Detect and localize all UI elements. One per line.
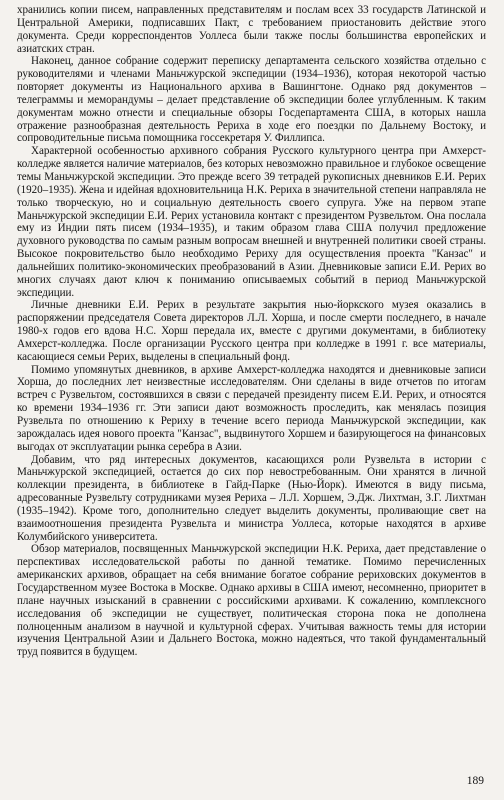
- paragraph-4: Личные дневники Е.И. Рерих в результате закрытия нью-йоркского музея оказались в распоряжении председателя Совета директоров Л.Л. Хорша, и после смерти последнего, в начале 1980-х годов его вдова Н.С. Хорш передала их, вместе с другими документами, в библиотеку Амхерст-колледжа. После организации Русского центра при колледже в 1991 г. все материалы, касающиеся семьи Рерих, выделены в специальный фонд.: [17, 299, 486, 363]
- paragraph-2: Наконец, данное собрание содержит переписку департамента сельского хозяйства отдельно с руководителями и членами Маньчжурской экспедиции (1934–1936), которая некоторой частью повторяет документы из Национального архива в Вашингтоне. Однако ряд документов – телеграммы и меморандумы – делает представление об экспедиции более углубленным. К таким документам можно отнести и специальные обзоры Госдепартамента США, в которых нашла отражение разнообразная деятельность Рериха в ходе его поездки по Дальнему Востоку, и сопроводительные письма помощника госсекретаря У. Филлипса.: [17, 55, 486, 145]
- paragraph-5: Помимо упомянутых дневников, в архиве Амхерст-колледжа находятся и дневниковые записи Хорша, до последних лет неизвестные исследователям. Они сделаны в виде отчетов по итогам встреч с Рузвельтом, состоявшихся в связи с передачей президенту писем Е.И. Рерих, и относятся ко времени 1934–1936 гг. Эти записи дают возможность проследить, как менялась позиция Рузвельта по отношению к Рериху в течение всего периода Маньчжурской экспедиции, как зарождалась идея нового проекта "Канзас", выдвинутого Хоршем и базирующегося на финансовых выгодах от эксплуатации рынка серебра в Азии.: [17, 363, 486, 453]
- paragraph-7: Обзор материалов, посвященных Маньчжурской экспедиции Н.К. Рериха, дает представление о перспективах исследовательской работы по данной тематике. Помимо перечисленных американских архивов, обращает на себя внимание богатое собрание рериховских документов в Государственном музее Востока в Москве. Однако архивы в США имеют, несомненно, приоритет в плане научных изысканий в сравнении с российскими архивами. К сожалению, комплексного исследования об экспедиции не существует, политическая сторона пока не дополнена полноценным анализом в научной и культурной сферах. Учитывая важность темы для истории изучения Центральной Азии и Дальнего Востока, можно надеяться, что такой фундаментальный труд появится в будущем.: [17, 543, 486, 659]
- paragraph-1: хранились копии писем, направленных представителям и послам всех 33 государств Латинской и Центральной Америки, подписавших Пакт, с требованием приостановить действие этого документа. Среди корреспондентов Уоллеса были также послы большинства европейских и азиатских стран.: [17, 4, 486, 55]
- paragraph-3: Характерной особенностью архивного собрания Русского культурного центра при Амхерст-колледже является наличие материалов, без которых невозможно правильное и глубокое освещение темы Маньчжурской экспедиции. Это прежде всего 39 тетрадей рукописных дневников Е.И. Рерих (1920–1935). Жена и идейная вдохновительница Н.К. Рериха в значительной степени направляла не только творческую, но и социальную деятельность своего супруга. Уже на первом этапе Маньчжурской экспедиции Е.И. Рерих установила контакт с президентом Рузвельтом. Она послала ему из Индии пять писем (1934–1935), и таким образом глава США получил предложение духовного руководства по самым разным вопросам внешней и внутренней политики своей страны. Высокое покровительство было необходимо Рериху для осуществления проекта "Канзас" и дальнейших политико-экономических преобразований в Азии. Дневниковые записи Е.И. Рерих во многих случаях дают ключ к пониманию описываемых событий в период Маньчжурской экспедиции.: [17, 145, 486, 299]
- paragraph-6: Добавим, что ряд интересных документов, касающихся роли Рузвельта в истории с Маньчжурской экспедицией, остается до сих пор невостребованным. Они хранятся в личной коллекции президента, в библиотеке в Гайд-Парке (Нью-Йорк). Имеются в виду письма, адресованные Рузвельту сотрудниками музея Рериха – Л.Л. Хоршем, Э.Дж. Лихтман, З.Г. Лихтман (1935–1942). Кроме того, дополнительно следует выделить документы, проливающие свет на взаимоотношения президента Рузвельта и министра Уоллеса, которые находятся в архиве Колумбийского университета.: [17, 453, 486, 543]
- page-number: 189: [466, 775, 484, 787]
